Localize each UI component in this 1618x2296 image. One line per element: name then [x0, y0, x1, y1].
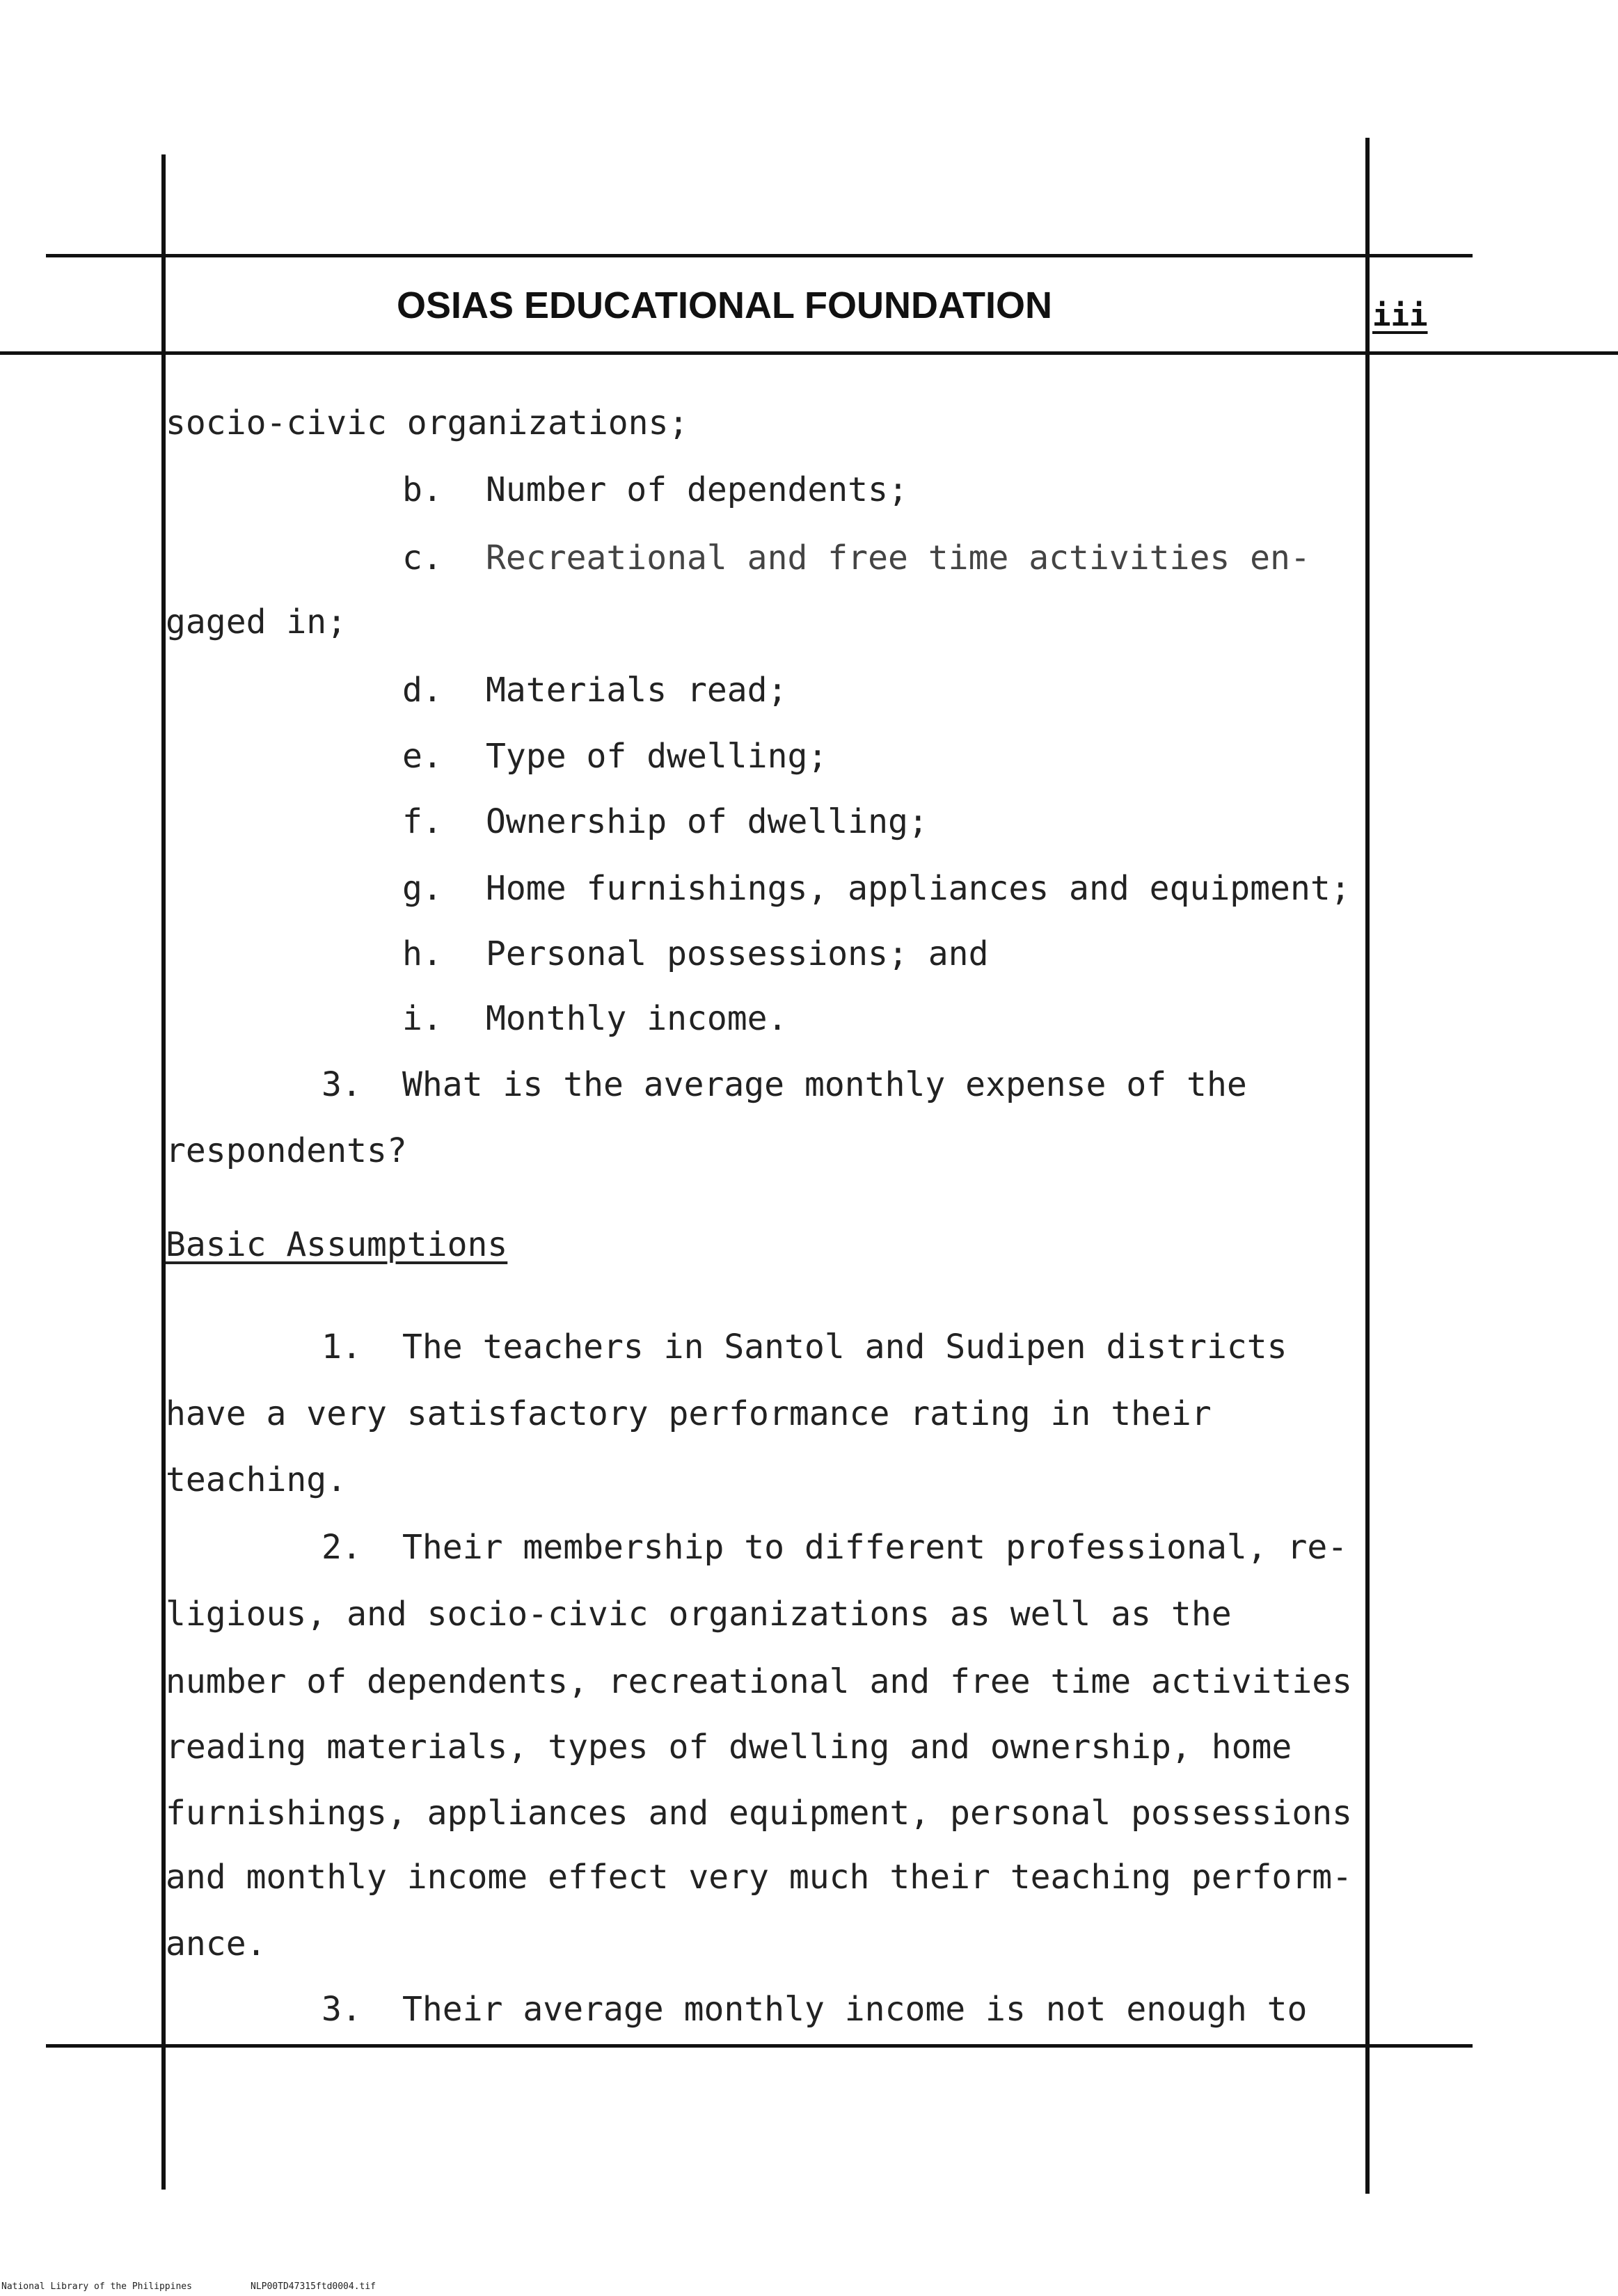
list-item: Monthly income.: [486, 999, 788, 1038]
list-marker: d.: [402, 671, 443, 710]
page-title: OSIAS EDUCATIONAL FOUNDATION: [397, 285, 1052, 326]
list-marker: g.: [402, 869, 443, 908]
text-line: Their membership to different professional, re-: [402, 1528, 1348, 1567]
text-line: teaching.: [166, 1460, 347, 1499]
bottom-horizontal-rule: [46, 2044, 1473, 2048]
text-line: and monthly income effect very much their teaching perform-: [166, 1858, 1353, 1897]
right-vertical-rule: [1365, 138, 1370, 2194]
list-marker: i.: [402, 999, 443, 1038]
top-horizontal-rule: [46, 254, 1473, 257]
list-marker: 3.: [322, 1990, 362, 2029]
list-marker: b.: [402, 470, 443, 509]
list-item: Home furnishings, appliances and equipment;: [486, 869, 1351, 908]
text-line: gaged in;: [166, 603, 347, 641]
list-item: Ownership of dwelling;: [486, 802, 928, 841]
text-line: furnishings, appliances and equipment, personal possessions: [166, 1794, 1353, 1833]
list-marker: h.: [402, 934, 443, 973]
list-marker: f.: [402, 802, 443, 841]
text-line: reading materials, types of dwelling and ownership, home: [166, 1728, 1292, 1767]
text-line: Their average monthly income is not enough to: [402, 1990, 1308, 2029]
text-line: respondents?: [166, 1131, 407, 1170]
list-marker: c.: [402, 539, 443, 577]
list-item: Personal possessions; and: [486, 934, 989, 973]
list-item: What is the average monthly expense of the: [402, 1065, 1247, 1104]
list-item: Number of dependents;: [486, 470, 908, 509]
text-line: ance.: [166, 1924, 267, 1963]
list-item: Type of dwelling;: [486, 737, 828, 776]
text-line: ligious, and socio-civic organizations as well as the: [166, 1595, 1232, 1634]
list-item: Recreational and free time activities en-: [486, 539, 1310, 577]
page-number: iii: [1372, 298, 1428, 333]
header-horizontal-rule: [0, 351, 1618, 355]
section-heading: Basic Assumptions: [166, 1225, 508, 1264]
scan-footer-source: National Library of the Philippines: [1, 2281, 192, 2292]
list-marker: 3.: [322, 1065, 362, 1104]
text-line: The teachers in Santol and Sudipen districts: [402, 1328, 1287, 1366]
list-item: Materials read;: [486, 671, 788, 710]
list-marker: 1.: [322, 1328, 362, 1366]
scan-footer-filename: NLP00TD47315ftd0004.tif: [251, 2281, 376, 2292]
list-marker: e.: [402, 737, 443, 776]
text-line: number of dependents, recreational and free time activities: [166, 1662, 1353, 1701]
text-line: socio-civic organizations;: [166, 404, 689, 443]
text-line: have a very satisfactory performance rating in their: [166, 1394, 1212, 1433]
list-marker: 2.: [322, 1528, 362, 1567]
